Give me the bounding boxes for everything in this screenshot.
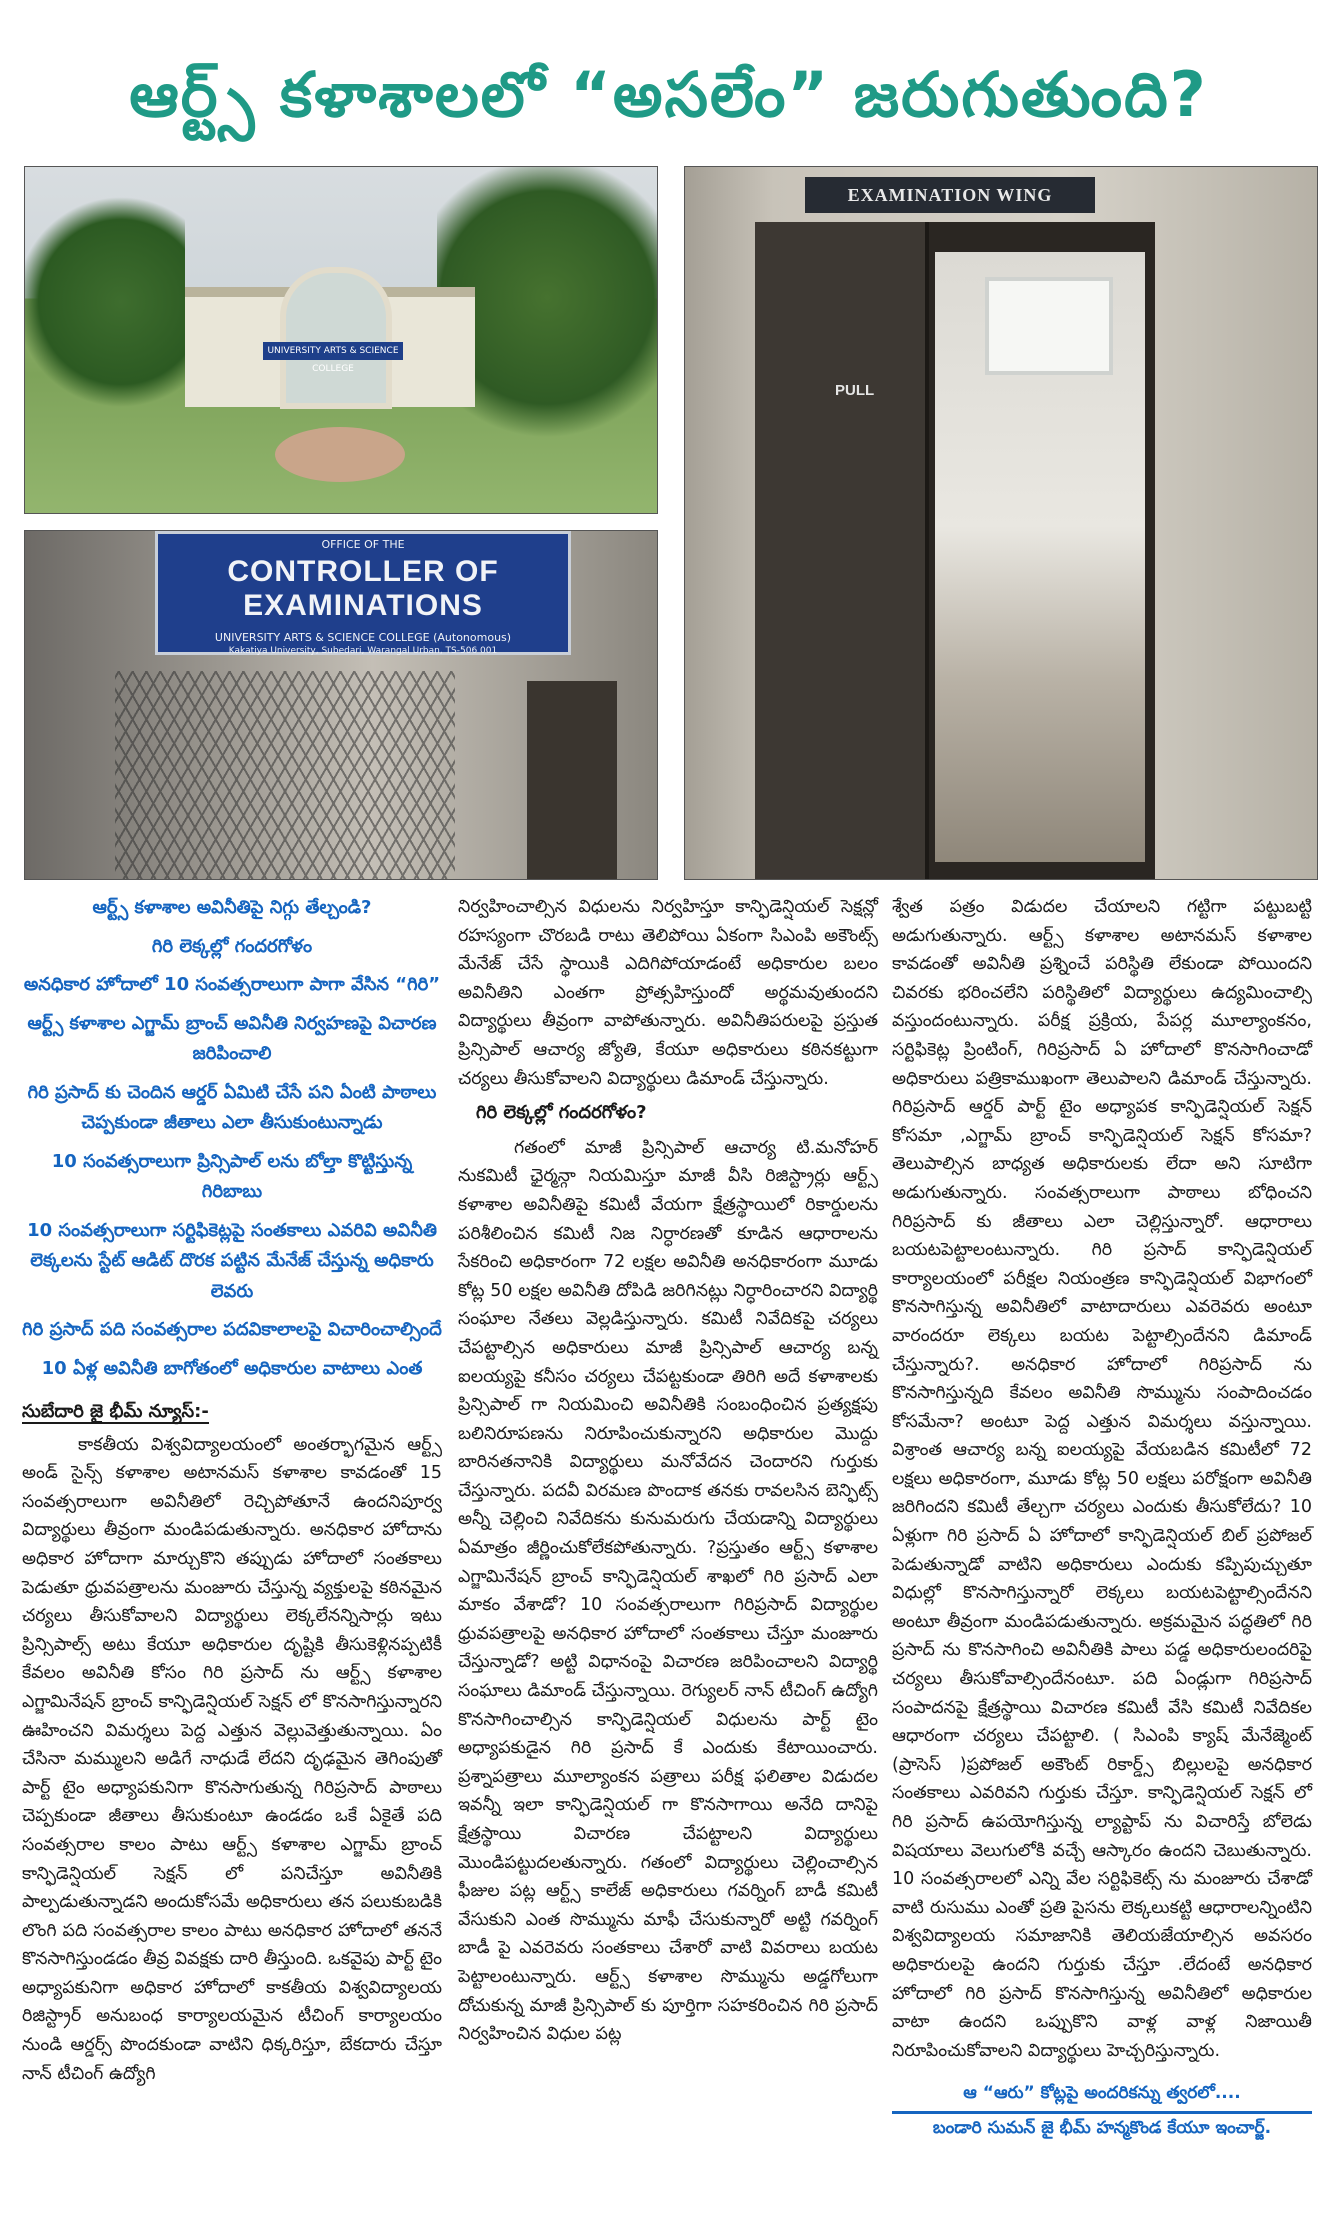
closing-line-2: బండారి సుమన్ జై భీమ్ హన్మకొండ కేయూ ఇంచార్జ్. xyxy=(932,2118,1272,2139)
college-sign: UNIVERSITY ARTS & SCIENCE COLLEGE xyxy=(263,342,403,360)
collapsible-gate xyxy=(115,671,455,879)
headline: ఆర్ట్స్ కళాశాలలో “అసలేం” జరుగుతుంది? xyxy=(129,58,1208,131)
highlight-item: ఆర్ట్స్ కళాశాల అవినీతిపై నిగ్గు తేల్చండి? xyxy=(92,897,372,918)
pull-label: PULL xyxy=(835,382,875,399)
controller-signboard xyxy=(155,531,571,655)
signboard-address: Kakatiya University, Subedari, Warangal Urban, TS-506 001 xyxy=(228,646,498,656)
col2-intro-paragraph: నిర్వహించాల్సిన విధులను నిర్వహిస్తూ కాన్ఫిడెన్షియల్ సెక్షన్లో రహస్యంగా చొరబడి రాటు తెలిపోయి ఏకంగా సిఎంపి అకౌంట్స్ మేనేజ్ చేసే స్థాయికి ఎదిగిపోయాడంటే అధికారుల బలం అవినీతిని ఎంతగా ప్రోత్సహిస్తుందో అర్థమవుతుందని విద్యార్థులు తీవ్రంగా వాపోతున్నారు. అవినీతిపరులపై ప్రస్తుత ప్రిన్సిపాల్ ఆచార్య జ్యోతి, కేయూ అధికారులు కఠినకట్టుగా చర్యలు తీసుకోవాలని విద్యార్థులు డిమాండ్ చేస్తున్నారు. xyxy=(458,897,878,1089)
col2-paragraph: గతంలో మాజీ ప్రిన్సిపాల్ ఆచార్య టి.మనోహర్ నుకమిటీ ఛైర్మన్గా నియమిస్తూ మాజీ వీసి రిజిస్ట్రార్లు ఆర్ట్స్ కళాశాల అవినీతిపై కమిటీ వేయగా క్షేత్రస్థాయిలో రికార్డులను పరిశీలించిన కమిటీ నిజ నిర్ధారణతో కూడిన ఆధారాలను సేకరించి అధికారంగా 72 లక్షల అవినీతి అనధికారంగా మూడు కోట్ల 50 లక్షల అవినీతి దోపిడి జరిగినట్లు నిర్ధారించారని విద్యార్థి సంఘాల నేతలు వెల్లడిస్తున్నారు. కమిటీ నివేదికపై చర్యలు చేపట్టాల్సిన అధికారులు మాజీ ప్రిన్సిపాల్ ఆచార్య బన్న ఐలయ్యపై కనీసం చర్యలు చేపట్టకుండా తిరిగి అదే కళాశాలకు ప్రిన్సిపాల్ గా నియమించి అవినీతికి సంబంధించిన ప్రత్యక్షపు బలినిరూపణను నిరూపించుకున్నారని అధికారుల మొద్దు బారినతనానికి విద్యార్థులు మనోవేదన చెందారని గుర్తుకు చేస్తున్నారు. పదవీ విరమణ పొందాక తనకు రావలసిన బెన్ఫిట్స్ అన్నీ చెల్లించి నివేదికను కునుమరుగు చేయడాన్ని విద్యార్థులు ఏమాత్రం జీర్ణించుకోలేకపోతున్నారు. ?ప్రస్తుతం ఆర్ట్స్ కళాశాల ఎగ్జామినేషన్ బ్రాంచ్ కాన్ఫిడెన్షియల్ శాఖలో గిరి ప్రసాద్ ఎలా మాకం వేశాడో? 10 సంవత్సరాలుగా గిరిప్రసాద్ విద్యార్థుల ధ్రువపత్రాలపై అనధికార హోదాలో సంతకాలు చేస్తూ మంజూరు చేస్తున్నాడో? అట్టి విధానంపై విచారణ జరిపించాలని విద్యార్థి సంఘాలు డిమాండ్ చేస్తున్నాయి. రెగ్యులర్ నాన్ టీచింగ్ ఉద్యోగి కొనసాగించాల్సిన కాన్ఫిడెన్షియల్ విధులను పార్ట్ టైం అధ్యాపకుడైన గిరి ప్రసాద్ కే ఎందుకు కేటాయించారు. ప్రశ్నాపత్రాలు మూల్యాంకన పత్రాలు పరీక్ష ఫలితాల విడుదల ఇవన్నీ ఇలా కాన్ఫిడెన్షియల్ గా కొనసాగాయి అనేది దానిపై క్షేత్రస్థాయి విచారణ చేపట్టాలని విద్యార్థులు మొండిపట్టుదలతున్నారు. గతంలో విద్యార్థులు చెల్లించాల్సిన ఫీజుల పట్ల ఆర్ట్స్ కాలేజ్ అధికారులు గవర్నింగ్ బాడీ కమిటీ వేసుకుని ఎంత సొమ్మును మాఫీ చేసుకున్నారో అట్టి గవర్నింగ్ బాడీ పై ఎవరెవరు సంతకాలు చేశారో వాటి వివరాలు బయట పెట్టాలంటున్నారు. ఆర్ట్స్ కళాశాల సొమ్మును అడ్డగోలుగా దోచుకున్న మాజీ ప్రిన్సిపాల్ కు పూర్తిగా సహకరించిన గిరి ప్రసాద్ నిర్వహించిన విధుల పట్ల xyxy=(458,1137,878,2045)
building-arch xyxy=(280,267,392,409)
col2-subheading: గిరి లెక్కల్లో గందరగోళం? xyxy=(476,1102,647,1124)
side-door xyxy=(527,681,617,879)
room-window xyxy=(985,277,1113,375)
column-1 xyxy=(22,893,442,2088)
byline xyxy=(22,1398,442,1427)
col1-paragraph: కాకతీయ విశ్వవిద్యాలయంలో అంతర్భాగమైన ఆర్ట్స్ అండ్ సైన్స్ కళాశాల అటానమస్ కళాశాల కావడంతో 15 సంవత్సరాలుగా అవినీతిలో రెచ్చిపోతూనే ఉందనిపూర్వ విద్యార్థులు తీవ్రంగా మండిపడుతున్నారు. అనధికార హోదాను అధికార హోదాగా మార్చుకొని తప్పుడు హోదాలో సంతకాలు పెడుతూ ధ్రువపత్రాలను మంజూరు చేస్తున్న వ్యక్తులపై కఠినమైన చర్యలు తీసుకోవాలని విద్యార్థులు లెక్కలేనన్నిసార్లు ఇటు ప్రిన్సిపాల్స్ అటు కేయూ అధికారుల దృష్టికి తీసుకెళ్లినప్పటికీ కేవలం అవినీతి కోసం గిరి ప్రసాద్ ను ఆర్ట్స్ కళాశాల ఎగ్జామినేషన్ బ్రాంచ్ కాన్ఫిడెన్షియల్ సెక్షన్ లో కొనసాగిస్తున్నారని ఊహించని విమర్శలు పెద్ద ఎత్తున వెల్లువెత్తుతున్నాయి. ఏం చేసినా మమ్ములని అడిగే నాధుడే లేదని దృఢమైన తెగింపుతో పార్ట్ టైం అధ్యాపకునిగా కొనసాగుతున్న గిరిప్రసాద్ పాఠాలు చెప్పకుండా జీతాలు తీసుకుంటూ ఉండడం ఒకే ఏకైతే పది సంవత్సరాల కాలం పాటు ఆర్ట్స్ కళాశాల ఎగ్జామ్ బ్రాంచ్ కాన్ఫిడెన్షియల్ సెక్షన్ లో పనిచేస్తూ అవినీతికి పాల్పడుతున్నాడని అందుకోసమే అధికారులు తన పలుకుబడికి లొంగి పది సంవత్సరాల కాలం పాటు అనధికార హోదాలో తననే కొనసాగిస్తుండడం తీవ్ర వివక్షకు దారి తీస్తుంది. ఒకవైపు పార్ట్ టైం అధ్యాపకునిగా అధికార హోదాలో కాకతీయ విశ్వవిద్యాలయ రిజిస్ట్రార్ అనుబంధ కార్యాలయమైన టీచింగ్ కార్యాలయం నుండి ఆర్డర్స్ పొందకుండా వాటిని ధిక్కరిస్తూ, బేకదారు చేస్తూ నాన్ టీచింగ్ ఉద్యోగి xyxy=(22,1434,442,2084)
controller-office-photo xyxy=(24,530,658,880)
highlight-item: గిరి లెక్కల్లో గందరగోళం xyxy=(151,935,313,957)
column-3 xyxy=(892,893,1312,2142)
college-building-photo xyxy=(24,166,658,514)
highlight-item: 10 సంవత్సరాలుగా సర్టిఫికెట్లపై సంతకాలు ఎవరివి అవినీతి లెక్కలను స్టేట్ ఆడిట్ దొరక పట్టిన మేనేజ్ చేస్తున్న అధికారు లెవరు xyxy=(27,1219,437,1302)
trees-left xyxy=(25,187,185,417)
open-door xyxy=(755,222,929,879)
byline-text: సుబేదారి జై భీమ్ న్యూస్:- xyxy=(22,1401,209,1422)
highlight-item: 10 సంవత్సరాలుగా ప్రిన్సిపాల్ లను బోల్తా కొట్టిస్తున్న గిరిబాబు xyxy=(51,1150,413,1202)
closing-note xyxy=(892,2079,1312,2142)
examination-wing-photo xyxy=(684,166,1318,880)
highlight-list xyxy=(22,893,442,1384)
column-2 xyxy=(458,893,878,2049)
signboard-main: CONTROLLER OF EXAMINATIONS xyxy=(227,555,499,622)
examination-wing-signboard: EXAMINATION WING xyxy=(805,177,1095,213)
signboard-top: OFFICE OF THE xyxy=(321,538,405,551)
highlight-item: 10 ఏళ్ల అవినీతి బాగోతంలో అధికారుల వాటాలు ఎంత xyxy=(41,1357,423,1379)
lawn-fountain xyxy=(275,427,405,482)
col3-paragraph: శ్వేత పత్రం విడుదల చేయాలని గట్టిగా పట్టుబట్టి అడుగుతున్నారు. ఆర్ట్స్ కళాశాల అటానమస్ కళాశాల కావడంతో అవినీతి ప్రశ్నించే పరిస్థితి లేకుండా పోయిందని చివరకు భరించలేని పరిస్థితిలో విద్యార్థులు ఉద్యమించాల్సి వస్తుందంటున్నారు. పరీక్ష ప్రక్రియ, పేపర్ల మూల్యాంకనం, సర్టిఫికెట్ల ప్రింటింగ్, గిరిప్రసాద్ ఏ హోదాలో కొనసాగించాడో అధికారులు పత్రికాముఖంగా తెలుపాలని డిమాండ్ చేస్తున్నారు. గిరిప్రసాద్ ఆర్డర్ పార్ట్ టైం అధ్యాపక కాన్ఫిడెన్షియల్ సెక్షన్ కోసమా ,ఎగ్జామ్ బ్రాంచ్ కాన్ఫిడెన్షియల్ సెక్షన్ కోసమా? తెలుపాల్సిన బాధ్యత అధికారులకు లేదా అని సూటిగా అడుగుతున్నారు. సంవత్సరాలుగా పాఠాలు బోధించని గిరిప్రసాద్ కు జీతాలు ఎలా చెల్లిస్తున్నారో. ఆధారాలు బయటపెట్టాలంటున్నారు. గిరి ప్రసాద్ కాన్ఫిడెన్షియల్ కార్యాలయంలో పరీక్షల నియంత్రణ కాన్ఫిడెన్షియల్ విభాగంలో కొనసాగిస్తున్న అవినీతిలో వాటాదారులు ఎవరెవరు అంటూ వారందరూ లెక్కలు బయట పెట్టాల్సిందేనని డిమాండ్ చేస్తున్నారు?. అనధికార హోదాలో గిరిప్రసాద్ ను కొనసాగిస్తున్నది కేవలం అవినీతి సొమ్మును సంపాదించడం కోసమేనా? అంటూ పెద్ద ఎత్తున విమర్శలు వస్తున్నాయి. విశ్రాంత ఆచార్య బన్న ఐలయ్యపై వేయబడిన కమిటీలో 72 లక్షలు అధికారంగా, మూడు కోట్ల 50 లక్షలు పరోక్షంగా అవినీతి జరిగిందని కమిటీ తేల్చగా చర్యలు ఎందుకు తీసుకోలేదు? 10 ఏళ్లుగా గిరి ప్రసాద్ ఏ హోదాలో కాన్ఫిడెన్షియల్ బిల్ ప్రపోజల్ పెడుతున్నాడో వాటిని అధికారులు ఎందుకు కప్పిపుచ్చుతూ విధుల్లో కొనసాగిస్తున్నారో లెక్కలు బయటపెట్టాల్సిందేనని అంటూ తీవ్రంగా మండిపడుతున్నారు. అక్రమమైన పద్ధతిలో గిరి ప్రసాద్ ను కొనసాగించి అవినీతికి పాలు పడ్డ అధికారులందరిపై చర్యలు తీసుకోవాల్సిందేనంటూ. పది ఏండ్లుగా గిరిప్రసాద్ సంపాదనపై క్షేత్రస్థాయి విచారణ కమిటీ వేసి కమిటీ నివేదికల ఆధారంగా చర్యలు చేపట్టాలి. ( సిఎంపి క్యాష్ మేనేజ్మెంట్ (ప్రాసెస్ )ప్రపోజల్ అకౌంట్ రికార్డ్స్ బిల్లులపై అనధికార సంతకాలు ఎవరివని గుర్తుకు చేస్తూ. కాన్ఫిడెన్షియల్ సెక్షన్ లో గిరి ప్రసాద్ ఉపయోగిస్తున్న ల్యాప్టాప్ ను విచారిస్తే బోలెడు విషయాలు వెలుగులోకి వచ్చే ఆస్కారం ఉందని చెబుతున్నారు. 10 సంవత్సరాలలో ఎన్ని వేల సర్టిఫికెట్స్ ను మంజూరు చేశాడో వాటి రుసుము ఎంతో ప్రతి పైసను లెక్కలుకట్టి ఆధారాలన్నింటిని విశ్వవిద్యాలయ సమాజానికి తెలియజేయాల్సిన అవసరం అధికారులపై ఉందని గుర్తుకు చేస్తూ .లేదంటే అనధికార హోదాలో గిరి ప్రసాద్ కొనసాగిస్తున్న అవినీతిలో అధికారుల వాటా ఉందని ఒప్పుకొని వాళ్ల వాళ్ల నిజాయితీ నిరూపించుకోవాలని విద్యార్థులు హెచ్చరిస్తున్నారు. xyxy=(892,897,1312,2061)
highlight-item: గిరి ప్రసాద్ కు చెందిన ఆర్డర్ ఏమిటి చేసే పని ఏంటి పాఠాలు చెప్పకుండా జీతాలు ఎలా తీసుకుంటున్నాడు xyxy=(27,1081,437,1133)
signboard-sub: UNIVERSITY ARTS & SCIENCE COLLEGE (Autonomous) xyxy=(214,631,512,644)
highlight-item: ఆర్ట్స్ కళాశాల ఎగ్జామ్ బ్రాంచ్ అవినీతి నిర్వహణపై విచారణ జరిపించాలి xyxy=(27,1012,437,1064)
highlight-item: గిరి ప్రసాద్ పది సంవత్సరాల పదవికాలాలపై విచారించాల్సిందే xyxy=(22,1319,442,1340)
highlight-item: అనధికార హోదాలో 10 సంవత్సరాలుగా పాగా వేసిన “గిరి” xyxy=(23,974,441,995)
closing-line-1: ఆ “ఆరు” కోట్లపై అందరికన్ను త్వరలో.... xyxy=(963,2083,1241,2104)
